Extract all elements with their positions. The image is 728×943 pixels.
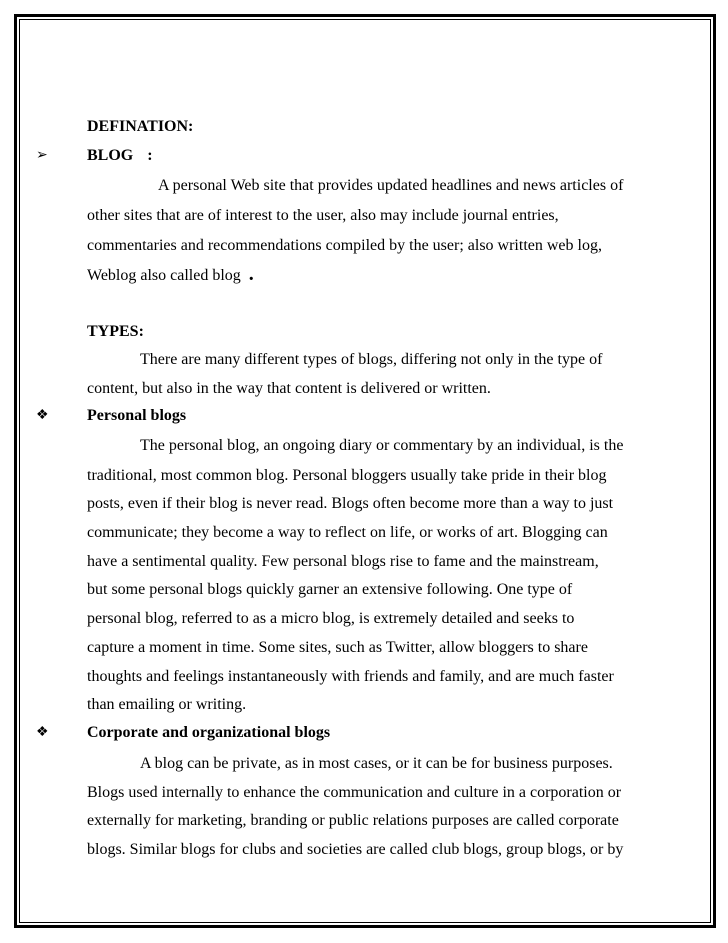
blog-line-4-text: Weblog also called blog — [87, 267, 241, 284]
blog-heading — [87, 146, 153, 166]
types-line-2: content, but also in the way that content is delivered or written. — [87, 380, 491, 397]
blog-line-3: commentaries and recommendations compiled by the user; also written web log, — [87, 237, 602, 254]
personal-blogs-heading: Personal blogs — [87, 407, 187, 424]
diamond-bullet-icon: ❖ — [36, 408, 49, 423]
blog-line-1: A personal Web site that provides updated headlines and news articles of — [158, 177, 624, 194]
arrow-bullet-icon: ➢ — [36, 148, 48, 163]
personal-line-4: communicate; they become a way to reflect on life, or works of art. Blogging can — [87, 524, 608, 541]
personal-line-10: than emailing or writing. — [87, 696, 247, 713]
personal-line-7: personal blog, referred to as a micro blog, is extremely detailed and seeks to — [87, 610, 575, 627]
blog-line-4 — [87, 264, 254, 286]
personal-line-9: thoughts and feelings instantaneously with friends and family, and are much faster — [87, 668, 614, 685]
personal-line-5: have a sentimental quality. Few personal blogs rise to fame and the mainstream, — [87, 553, 599, 570]
corporate-line-3: externally for marketing, branding or public relations purposes are called corporate — [87, 812, 619, 829]
corporate-line-4: blogs. Similar blogs for clubs and societies are called club blogs, group blogs, or by — [87, 841, 624, 858]
personal-line-6: but some personal blogs quickly garner an extensive following. One type of — [87, 581, 573, 598]
types-heading: TYPES: — [87, 323, 144, 340]
blog-colon: : — [147, 147, 153, 164]
blog-label: BLOG — [87, 147, 134, 164]
personal-line-3: posts, even if their blog is never read. Blogs often become more than a way to just — [87, 495, 614, 512]
definition-heading: DEFINATION: — [87, 118, 194, 135]
personal-line-8: capture a moment in time. Some sites, such as Twitter, allow bloggers to share — [87, 639, 588, 656]
personal-line-1: The personal blog, an ongoing diary or commentary by an individual, is the — [140, 437, 624, 454]
diamond-bullet-icon: ❖ — [36, 725, 49, 740]
types-line-1: There are many different types of blogs, differing not only in the type of — [140, 351, 603, 368]
personal-line-2: traditional, most common blog. Personal bloggers usually take pride in their blog — [87, 467, 607, 484]
corporate-line-1: A blog can be private, as in most cases, or it can be for business purposes. — [140, 755, 613, 772]
blog-line-2: other sites that are of interest to the user, also may include journal entries, — [87, 207, 559, 224]
corporate-blogs-heading: Corporate and organizational blogs — [87, 724, 331, 741]
blog-end-dot: . — [248, 263, 254, 285]
corporate-line-2: Blogs used internally to enhance the communication and culture in a corporation or — [87, 784, 622, 801]
